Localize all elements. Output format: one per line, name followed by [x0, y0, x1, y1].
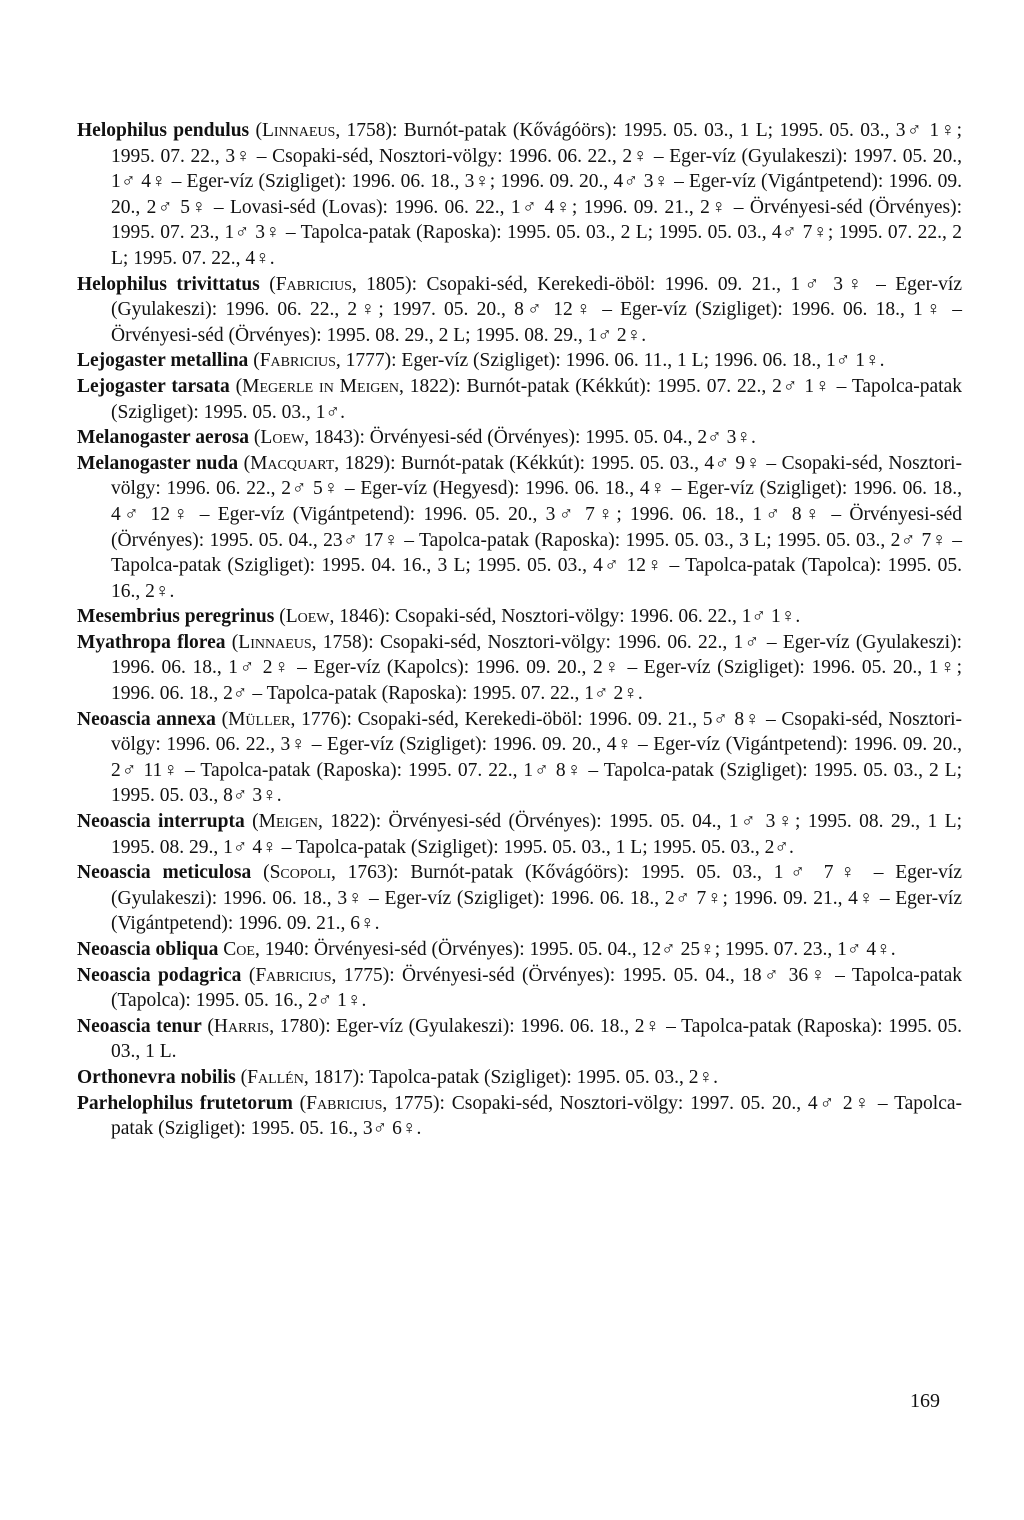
author-name: Harris	[213, 1015, 270, 1037]
author-name: Scopoli	[269, 862, 331, 884]
author-open: (	[221, 708, 229, 730]
author-name: Linnaeus	[261, 120, 336, 141]
species-entry	[77, 348, 962, 374]
author-open: (	[253, 427, 261, 449]
record-text: , 1777): Eger-víz (Szigliget): 1996. 06. 11., 1 L; 1996. 06. 18., 1♂ 1♀.	[335, 350, 885, 372]
author-name: Fallén	[247, 1066, 304, 1088]
record-text: , 1776): Csopaki-séd, Kerekedi-öböl: 1996. 09. 21., 5♂ 8♀ – Csopaki-séd, Nosztori-völgy: 1996. 06. 22., 3♀ – Eger-víz (Szigliget): 1996. 09. 20., 4♀ – Eger-víz (Vigántpetend): 1996. 09. 20., 2♂ 11♀ – Tapolca-patak (Raposka): 1995. 07. 22., 1♂ 8♀ – Tapolca-patak (Szigliget): 1995. 05. 03., 2 L; 1995. 05. 03., 8♂ 3♀.	[111, 708, 962, 807]
author-open: (	[263, 862, 270, 884]
species-entry	[77, 809, 962, 860]
author-name: Meigen	[258, 811, 318, 833]
species-name: Melanogaster nuda	[77, 452, 239, 474]
author-open: (	[299, 1092, 307, 1114]
species-entry	[77, 963, 962, 1014]
species-name: Myathropa florea	[77, 631, 226, 653]
record-text: , 1780): Eger-víz (Gyulakeszi): 1996. 06. 18., 2♀ – Tapolca-patak (Raposka): 1995. 05. 03., 1 L.	[111, 1015, 962, 1063]
author-open: (	[243, 452, 251, 474]
author-name: Loew	[260, 427, 305, 449]
species-entry	[77, 451, 962, 605]
record-text: , 1829): Burnót-patak (Kékkút): 1995. 05. 03., 4♂ 9♀ – Csopaki-séd, Nosztori-völgy: 1996. 06. 22., 2♂ 5♀ – Eger-víz (Hegyesd): 1996. 06. 18., 4♀ – Eger-víz (Szigliget): 1996. 06. 18., 4♂ 12♀ – Eger-víz (Vigántpetend): 1996. 05. 20., 3♂ 7♀; 1996. 06. 18., 1♂ 8♀ – Örvényesi-séd (Örvényes): 1995. 05. 04., 23♂ 17♀ – Tapolca-patak (Raposka): 1995. 05. 03., 3 L; 1995. 05. 03., 2♂ 7♀ – Tapolca-patak (Szigliget): 1995. 04. 16., 3 L; 1995. 05. 03., 4♂ 12♀ – Tapolca-patak (Tapolca): 1995. 05. 16., 2♀.	[111, 452, 963, 602]
species-entry	[77, 860, 962, 937]
author-name: Fabricius	[306, 1092, 383, 1114]
species-name: Mesembrius peregrinus	[77, 606, 275, 628]
species-entry	[77, 1091, 962, 1142]
record-text: , 1775): Örvényesi-séd (Örvényes): 1995. 05. 04., 18♂ 36♀ – Tapolca-patak (Tapolca): 1995. 05. 16., 2♂ 1♀.	[111, 964, 962, 1012]
author-open: (	[235, 375, 243, 397]
species-name: Lejogaster tarsata	[77, 375, 230, 397]
author-open: (	[240, 1066, 248, 1088]
species-name: Helophilus pendulus	[77, 120, 250, 141]
author-name: Loew	[285, 606, 330, 628]
author-open: (	[253, 350, 260, 372]
species-entry	[77, 707, 962, 809]
record-text: , 1843): Örvényesi-séd (Örvényes): 1995. 05. 04., 2♂ 3♀.	[304, 427, 756, 449]
author-open: (	[252, 811, 259, 833]
species-name: Neoascia obliqua	[77, 939, 219, 960]
species-name: Neoascia podagrica	[77, 964, 242, 986]
species-entry	[77, 272, 962, 349]
species-entry	[77, 425, 962, 451]
author-name: Fabricius	[275, 273, 352, 295]
species-name: Neoascia interrupta	[77, 811, 245, 833]
record-text: , 1822): Burnót-patak (Kékkút): 1995. 07. 22., 2♂ 1♀ – Tapolca-patak (Szigliget): 1995. 05. 03., 1♂.	[111, 375, 962, 423]
species-name: Parhelophilus frutetorum	[77, 1092, 293, 1114]
author-name: Coe	[223, 939, 255, 960]
author-open: (	[279, 606, 286, 628]
species-entry	[77, 118, 962, 272]
author-name: Linnaeus	[238, 631, 312, 653]
species-name: Orthonevra nobilis	[77, 1066, 236, 1088]
author-open: (	[207, 1015, 214, 1037]
author-name: Müller	[228, 708, 291, 730]
species-entry	[77, 1065, 962, 1091]
record-text: , 1817): Tapolca-patak (Szigliget): 1995. 05. 03., 2♀.	[303, 1066, 719, 1088]
record-text: , 1805): Csopaki-séd, Kerekedi-öböl: 1996. 09. 21., 1♂ 3♀ – Eger-víz (Gyulakeszi): 1996. 06. 22., 2♀; 1997. 05. 20., 8♂ 12♀ – Eger-víz (Szigliget): 1996. 06. 18., 1♀ – Örvényesi-séd (Örvényes): 1995. 08. 29., 2 L; 1995. 08. 29., 1♂ 2♀.	[111, 273, 963, 346]
record-text: , 1940: Örvényesi-séd (Örvényes): 1995. 05. 04., 12♂ 25♀; 1995. 07. 23., 1♂ 4♀.	[254, 939, 896, 960]
species-entry	[77, 374, 962, 425]
species-entry	[77, 604, 962, 630]
species-entry	[77, 630, 962, 707]
author-name: Macquart	[250, 452, 335, 474]
record-text: , 1822): Örvényesi-séd (Örvényes): 1995. 05. 04., 1♂ 3♀; 1995. 08. 29., 1 L; 1995. 08. 29., 1♂ 4♀ – Tapolca-patak (Szigliget): 1995. 05. 03., 1 L; 1995. 05. 03., 2♂.	[111, 811, 962, 858]
species-name: Helophilus trivittatus	[77, 273, 260, 295]
author-open: (	[269, 273, 276, 295]
record-text: , 1846): Csopaki-séd, Nosztori-völgy: 1996. 06. 22., 1♂ 1♀.	[329, 606, 801, 628]
species-name: Lejogaster metallina	[77, 350, 249, 372]
species-entry	[77, 937, 962, 963]
author-open: (	[231, 631, 239, 653]
species-name: Neoascia tenur	[77, 1015, 202, 1037]
author-open: (	[248, 964, 256, 986]
species-name: Neoascia meticulosa	[77, 862, 252, 884]
species-name: Neoascia annexa	[77, 708, 216, 730]
document-body	[77, 118, 962, 1142]
author-name: Fabricius	[255, 964, 332, 986]
species-entry	[77, 1014, 962, 1065]
record-text: , 1763): Burnót-patak (Kővágóörs): 1995. 05. 03., 1♂ 7♀ – Eger-víz (Gyulakeszi): 1996. 06. 18., 3♀ – Eger-víz (Szigliget): 1996. 06. 18., 2♂ 7♀; 1996. 09. 21., 4♀ – Eger-víz (Vigántpetend): 1996. 09. 21., 6♀.	[111, 862, 962, 935]
author-open: (	[255, 120, 262, 141]
page-number: 169	[910, 1390, 940, 1412]
author-name: Fabricius	[259, 350, 336, 372]
author-name: Megerle in Meigen	[242, 375, 400, 397]
record-text: , 1758): Csopaki-séd, Nosztori-völgy: 1996. 06. 22., 1♂ – Eger-víz (Gyulakeszi): 1996. 06. 18., 1♂ 2♀ – Eger-víz (Kapolcs): 1996. 09. 20., 2♀ – Eger-víz (Szigliget): 1996. 05. 20., 1♀; 1996. 06. 18., 2♂ – Tapolca-patak (Raposka): 1995. 07. 22., 1♂ 2♀.	[111, 631, 963, 705]
species-name: Melanogaster aerosa	[77, 427, 250, 449]
record-text: , 1775): Csopaki-séd, Nosztori-völgy: 1997. 05. 20., 4♂ 2♀ – Tapolca-patak (Szigliget): 1995. 05. 16., 3♂ 6♀.	[111, 1092, 963, 1140]
record-text: , 1758): Burnót-patak (Kővágóörs): 1995. 05. 03., 1 L; 1995. 05. 03., 3♂ 1♀; 1995. 07. 22., 3♀ – Csopaki-séd, Nosztori-völgy: 1996. 06. 22., 2♀ – Eger-víz (Gyulakeszi): 1997. 05. 20., 1♂ 4♀ – Eger-víz (Szigliget): 1996. 06. 18., 3♀; 1996. 09. 20., 4♂ 3♀ – Eger-víz (Vigántpetend): 1996. 09. 20., 2♂ 5♀ – Lovasi-séd (Lovas): 1996. 06. 22., 1♂ 4♀; 1996. 09. 21., 2♀ – Örvényesi-séd (Örvényes): 1995. 07. 23., 1♂ 3♀ – Tapolca-patak (Raposka): 1995. 05. 03., 2 L; 1995. 05. 03., 4♂ 7♀; 1995. 07. 22., 2 L; 1995. 07. 22., 4♀.	[111, 120, 962, 269]
